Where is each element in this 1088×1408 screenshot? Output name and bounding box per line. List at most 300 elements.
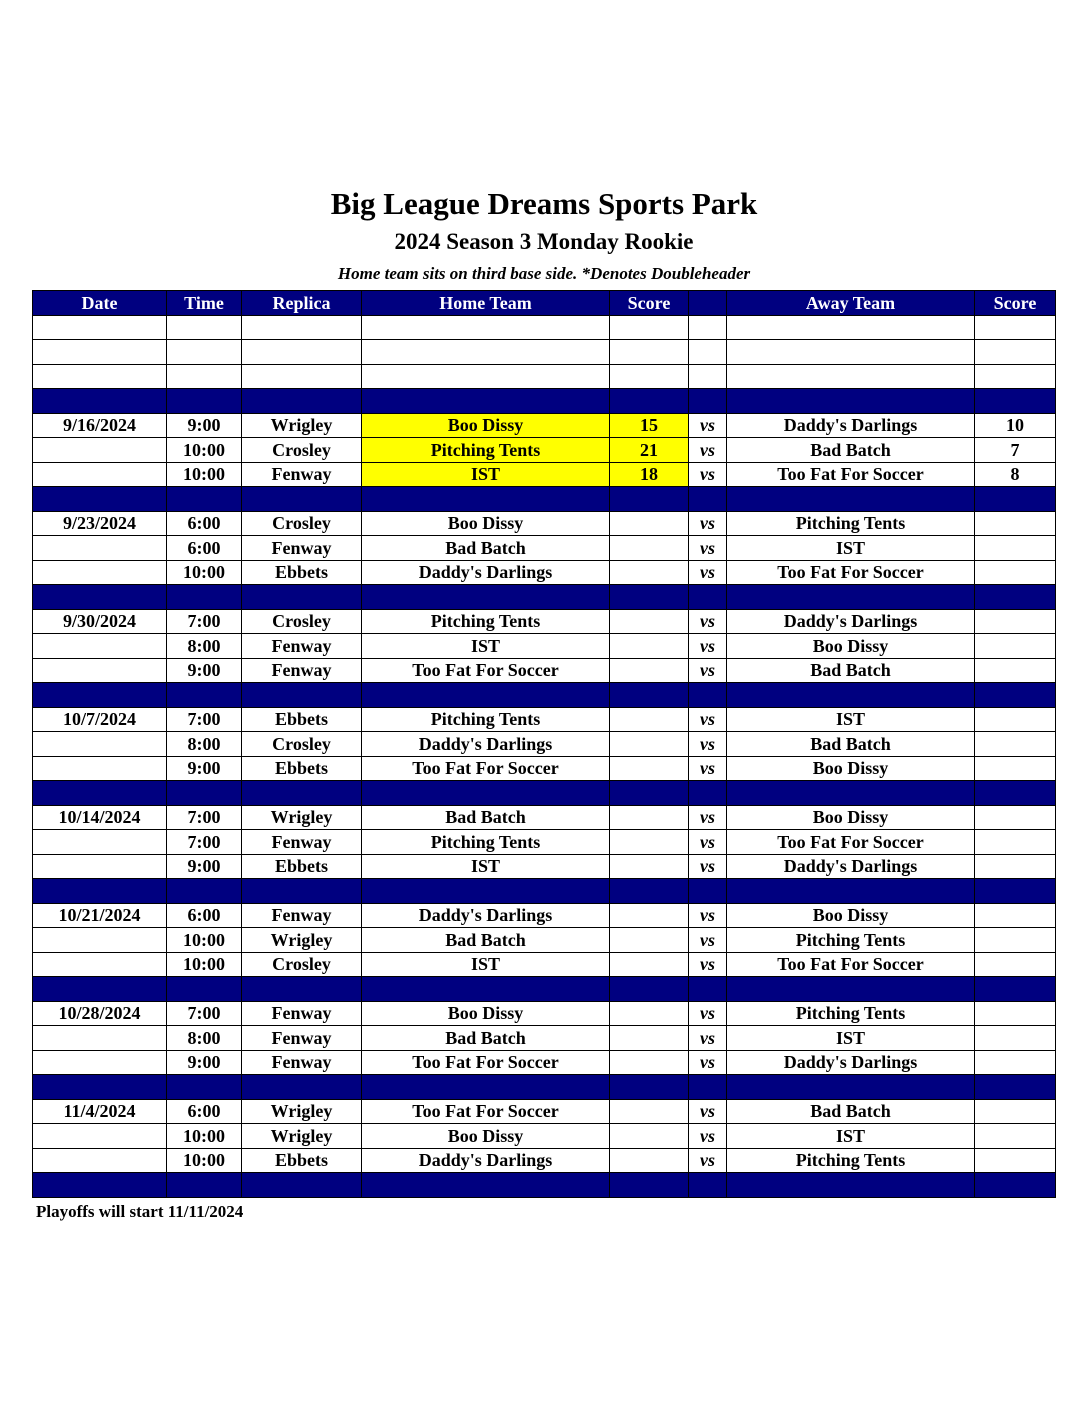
empty-cell xyxy=(689,340,727,365)
separator-cell xyxy=(975,1075,1056,1100)
separator-cell xyxy=(242,683,362,708)
game-date xyxy=(33,634,167,659)
separator-cell xyxy=(167,977,242,1002)
separator-cell xyxy=(33,683,167,708)
home-team: Too Fat For Soccer xyxy=(362,1099,610,1124)
separator-cell xyxy=(362,487,610,512)
game-row xyxy=(33,413,1056,438)
vs-label: vs xyxy=(689,928,727,953)
game-row xyxy=(33,805,1056,830)
game-time: 7:00 xyxy=(167,609,242,634)
game-time: 8:00 xyxy=(167,732,242,757)
empty-cell xyxy=(167,364,242,389)
separator-cell xyxy=(167,1075,242,1100)
vs-label: vs xyxy=(689,732,727,757)
empty-cell xyxy=(610,364,689,389)
game-row xyxy=(33,854,1056,879)
col-header-vs xyxy=(689,291,727,316)
separator-cell xyxy=(689,879,727,904)
empty-cell xyxy=(362,315,610,340)
vs-label: vs xyxy=(689,560,727,585)
vs-label: vs xyxy=(689,634,727,659)
separator-cell xyxy=(33,389,167,414)
separator-cell xyxy=(975,487,1056,512)
home-team: IST xyxy=(362,952,610,977)
empty-cell xyxy=(610,315,689,340)
game-replica: Crosley xyxy=(242,438,362,463)
game-row xyxy=(33,756,1056,781)
away-team: IST xyxy=(727,1026,975,1051)
empty-cell xyxy=(362,340,610,365)
away-score: 10 xyxy=(975,413,1056,438)
game-time: 9:00 xyxy=(167,854,242,879)
game-time: 10:00 xyxy=(167,928,242,953)
separator-cell xyxy=(167,781,242,806)
game-date xyxy=(33,1026,167,1051)
separator-cell xyxy=(362,879,610,904)
empty-row xyxy=(33,364,1056,389)
vs-label: vs xyxy=(689,1099,727,1124)
separator-cell xyxy=(975,781,1056,806)
vs-label: vs xyxy=(689,511,727,536)
schedule-body xyxy=(33,315,1056,1197)
away-team: Too Fat For Soccer xyxy=(727,830,975,855)
game-replica: Wrigley xyxy=(242,1124,362,1149)
vs-label: vs xyxy=(689,1050,727,1075)
game-date xyxy=(33,1050,167,1075)
game-replica: Ebbets xyxy=(242,560,362,585)
away-team: Bad Batch xyxy=(727,438,975,463)
away-score xyxy=(975,805,1056,830)
week-separator-row xyxy=(33,683,1056,708)
col-header-replica: Replica xyxy=(242,291,362,316)
separator-cell xyxy=(610,1075,689,1100)
game-row xyxy=(33,1148,1056,1173)
col-header-away-score: Score xyxy=(975,291,1056,316)
game-date xyxy=(33,928,167,953)
game-date xyxy=(33,658,167,683)
separator-cell xyxy=(689,781,727,806)
empty-cell xyxy=(33,364,167,389)
away-team: Pitching Tents xyxy=(727,1148,975,1173)
separator-cell xyxy=(167,585,242,610)
game-date: 10/28/2024 xyxy=(33,1001,167,1026)
game-date xyxy=(33,756,167,781)
vs-label: vs xyxy=(689,830,727,855)
home-team: IST xyxy=(362,462,610,487)
week-separator-row xyxy=(33,585,1056,610)
away-team: Bad Batch xyxy=(727,1099,975,1124)
page-subtitle: 2024 Season 3 Monday Rookie xyxy=(394,229,694,254)
empty-cell xyxy=(242,315,362,340)
away-team: Bad Batch xyxy=(727,732,975,757)
away-score xyxy=(975,1050,1056,1075)
game-replica: Ebbets xyxy=(242,756,362,781)
game-date xyxy=(33,854,167,879)
empty-cell xyxy=(242,340,362,365)
separator-cell xyxy=(727,683,975,708)
game-replica: Crosley xyxy=(242,609,362,634)
home-team: Too Fat For Soccer xyxy=(362,1050,610,1075)
game-time: 9:00 xyxy=(167,756,242,781)
away-score xyxy=(975,1001,1056,1026)
away-team: Boo Dissy xyxy=(727,634,975,659)
separator-cell xyxy=(362,683,610,708)
empty-cell xyxy=(242,364,362,389)
empty-cell xyxy=(727,364,975,389)
separator-cell xyxy=(33,879,167,904)
game-replica: Ebbets xyxy=(242,1148,362,1173)
home-score xyxy=(610,732,689,757)
game-row xyxy=(33,732,1056,757)
game-replica: Crosley xyxy=(242,511,362,536)
game-row xyxy=(33,928,1056,953)
vs-label: vs xyxy=(689,854,727,879)
game-date xyxy=(33,732,167,757)
separator-cell xyxy=(242,977,362,1002)
game-replica: Wrigley xyxy=(242,413,362,438)
game-date: 9/16/2024 xyxy=(33,413,167,438)
separator-cell xyxy=(727,1173,975,1198)
game-time: 6:00 xyxy=(167,1099,242,1124)
vs-label: vs xyxy=(689,756,727,781)
home-score xyxy=(610,1124,689,1149)
separator-cell xyxy=(975,683,1056,708)
page-title: Big League Dreams Sports Park xyxy=(330,186,758,221)
away-team: IST xyxy=(727,707,975,732)
vs-label: vs xyxy=(689,805,727,830)
week-separator-row xyxy=(33,1173,1056,1198)
game-time: 10:00 xyxy=(167,1148,242,1173)
separator-cell xyxy=(242,585,362,610)
separator-cell xyxy=(242,389,362,414)
home-team: Boo Dissy xyxy=(362,413,610,438)
game-row xyxy=(33,634,1056,659)
home-team: Bad Batch xyxy=(362,928,610,953)
home-score xyxy=(610,1026,689,1051)
home-team: Pitching Tents xyxy=(362,438,610,463)
vs-label: vs xyxy=(689,438,727,463)
header-row xyxy=(33,291,1056,316)
game-row xyxy=(33,1026,1056,1051)
schedule-note: Home team sits on third base side. *Denotes Doubleheader xyxy=(337,264,751,283)
game-date xyxy=(33,1124,167,1149)
home-score xyxy=(610,560,689,585)
home-team: Daddy's Darlings xyxy=(362,1148,610,1173)
game-time: 7:00 xyxy=(167,805,242,830)
separator-cell xyxy=(610,879,689,904)
game-time: 9:00 xyxy=(167,1050,242,1075)
home-score xyxy=(610,536,689,561)
separator-cell xyxy=(610,585,689,610)
separator-cell xyxy=(33,1075,167,1100)
game-replica: Fenway xyxy=(242,1026,362,1051)
game-date xyxy=(33,560,167,585)
game-row xyxy=(33,1099,1056,1124)
separator-cell xyxy=(33,781,167,806)
game-date: 10/14/2024 xyxy=(33,805,167,830)
vs-label: vs xyxy=(689,903,727,928)
home-team: Pitching Tents xyxy=(362,830,610,855)
home-team: Too Fat For Soccer xyxy=(362,658,610,683)
away-score xyxy=(975,1124,1056,1149)
home-team: Daddy's Darlings xyxy=(362,903,610,928)
game-time: 8:00 xyxy=(167,634,242,659)
empty-cell xyxy=(975,364,1056,389)
game-replica: Wrigley xyxy=(242,928,362,953)
home-score xyxy=(610,707,689,732)
separator-cell xyxy=(727,1075,975,1100)
week-separator-row xyxy=(33,389,1056,414)
separator-cell xyxy=(689,683,727,708)
separator-cell xyxy=(975,977,1056,1002)
separator-cell xyxy=(975,879,1056,904)
game-row xyxy=(33,658,1056,683)
away-team: Boo Dissy xyxy=(727,903,975,928)
away-score xyxy=(975,732,1056,757)
vs-label: vs xyxy=(689,952,727,977)
away-score xyxy=(975,928,1056,953)
home-score xyxy=(610,928,689,953)
game-time: 10:00 xyxy=(167,462,242,487)
week-separator-row xyxy=(33,781,1056,806)
separator-cell xyxy=(727,487,975,512)
away-team: Too Fat For Soccer xyxy=(727,462,975,487)
col-header-time: Time xyxy=(167,291,242,316)
game-time: 8:00 xyxy=(167,1026,242,1051)
game-date: 9/23/2024 xyxy=(33,511,167,536)
vs-label: vs xyxy=(689,609,727,634)
separator-cell xyxy=(689,977,727,1002)
away-team: Too Fat For Soccer xyxy=(727,560,975,585)
empty-cell xyxy=(689,315,727,340)
game-replica: Fenway xyxy=(242,903,362,928)
separator-cell xyxy=(689,585,727,610)
separator-cell xyxy=(689,1173,727,1198)
away-team: Boo Dissy xyxy=(727,756,975,781)
separator-cell xyxy=(242,487,362,512)
home-score xyxy=(610,952,689,977)
away-team: Bad Batch xyxy=(727,658,975,683)
separator-cell xyxy=(242,1173,362,1198)
game-date xyxy=(33,952,167,977)
home-score xyxy=(610,609,689,634)
separator-cell xyxy=(362,977,610,1002)
game-replica: Ebbets xyxy=(242,707,362,732)
home-score xyxy=(610,903,689,928)
away-team: Boo Dissy xyxy=(727,805,975,830)
game-date xyxy=(33,438,167,463)
game-row xyxy=(33,560,1056,585)
game-time: 10:00 xyxy=(167,1124,242,1149)
week-separator-row xyxy=(33,1075,1056,1100)
game-time: 7:00 xyxy=(167,1001,242,1026)
game-date: 10/7/2024 xyxy=(33,707,167,732)
game-date: 10/21/2024 xyxy=(33,903,167,928)
separator-cell xyxy=(167,879,242,904)
col-header-away-team: Away Team xyxy=(727,291,975,316)
week-separator-row xyxy=(33,487,1056,512)
home-score: 15 xyxy=(610,413,689,438)
separator-cell xyxy=(689,487,727,512)
game-replica: Fenway xyxy=(242,830,362,855)
col-header-home-team: Home Team xyxy=(362,291,610,316)
separator-cell xyxy=(33,977,167,1002)
separator-cell xyxy=(727,879,975,904)
home-team: Boo Dissy xyxy=(362,1124,610,1149)
empty-cell xyxy=(33,340,167,365)
game-replica: Crosley xyxy=(242,952,362,977)
separator-cell xyxy=(727,977,975,1002)
game-time: 6:00 xyxy=(167,536,242,561)
empty-cell xyxy=(167,340,242,365)
vs-label: vs xyxy=(689,1026,727,1051)
vs-label: vs xyxy=(689,658,727,683)
separator-cell xyxy=(975,1173,1056,1198)
game-time: 10:00 xyxy=(167,560,242,585)
game-replica: Wrigley xyxy=(242,805,362,830)
home-score xyxy=(610,511,689,536)
away-score xyxy=(975,707,1056,732)
home-team: Daddy's Darlings xyxy=(362,560,610,585)
home-score xyxy=(610,854,689,879)
away-score xyxy=(975,952,1056,977)
away-team: Daddy's Darlings xyxy=(727,413,975,438)
home-score xyxy=(610,756,689,781)
separator-cell xyxy=(610,977,689,1002)
away-score xyxy=(975,658,1056,683)
away-score xyxy=(975,756,1056,781)
away-team: Pitching Tents xyxy=(727,511,975,536)
away-team: Too Fat For Soccer xyxy=(727,952,975,977)
away-team: IST xyxy=(727,536,975,561)
schedule-table xyxy=(32,290,1056,1198)
game-date: 11/4/2024 xyxy=(33,1099,167,1124)
separator-cell xyxy=(167,683,242,708)
game-replica: Fenway xyxy=(242,1001,362,1026)
game-replica: Fenway xyxy=(242,658,362,683)
vs-label: vs xyxy=(689,707,727,732)
home-team: Bad Batch xyxy=(362,1026,610,1051)
away-team: Pitching Tents xyxy=(727,1001,975,1026)
empty-row xyxy=(33,315,1056,340)
separator-cell xyxy=(167,487,242,512)
game-date xyxy=(33,1148,167,1173)
week-separator-row xyxy=(33,977,1056,1002)
game-row xyxy=(33,609,1056,634)
game-row xyxy=(33,952,1056,977)
empty-row xyxy=(33,340,1056,365)
empty-cell xyxy=(362,364,610,389)
separator-cell xyxy=(362,781,610,806)
vs-label: vs xyxy=(689,536,727,561)
separator-cell xyxy=(33,1173,167,1198)
game-replica: Crosley xyxy=(242,732,362,757)
empty-cell xyxy=(727,340,975,365)
vs-label: vs xyxy=(689,1124,727,1149)
game-date: 9/30/2024 xyxy=(33,609,167,634)
home-team: Bad Batch xyxy=(362,805,610,830)
game-replica: Fenway xyxy=(242,462,362,487)
game-time: 7:00 xyxy=(167,830,242,855)
separator-cell xyxy=(167,389,242,414)
home-score: 21 xyxy=(610,438,689,463)
game-replica: Fenway xyxy=(242,634,362,659)
empty-cell xyxy=(33,315,167,340)
away-score: 8 xyxy=(975,462,1056,487)
empty-cell xyxy=(167,315,242,340)
away-score xyxy=(975,1148,1056,1173)
col-header-date: Date xyxy=(33,291,167,316)
separator-cell xyxy=(167,1173,242,1198)
vs-label: vs xyxy=(689,1001,727,1026)
away-score xyxy=(975,536,1056,561)
game-row xyxy=(33,830,1056,855)
game-time: 6:00 xyxy=(167,903,242,928)
home-team: IST xyxy=(362,854,610,879)
game-date xyxy=(33,462,167,487)
home-team: Boo Dissy xyxy=(362,511,610,536)
game-row xyxy=(33,1050,1056,1075)
game-row xyxy=(33,1001,1056,1026)
separator-cell xyxy=(727,781,975,806)
home-score xyxy=(610,1099,689,1124)
home-team: IST xyxy=(362,634,610,659)
separator-cell xyxy=(33,487,167,512)
home-score: 18 xyxy=(610,462,689,487)
away-team: IST xyxy=(727,1124,975,1149)
game-row xyxy=(33,903,1056,928)
game-time: 10:00 xyxy=(167,438,242,463)
empty-cell xyxy=(727,315,975,340)
game-row xyxy=(33,536,1056,561)
separator-cell xyxy=(33,585,167,610)
game-time: 10:00 xyxy=(167,952,242,977)
game-time: 7:00 xyxy=(167,707,242,732)
game-row xyxy=(33,511,1056,536)
away-team: Daddy's Darlings xyxy=(727,609,975,634)
home-score xyxy=(610,830,689,855)
home-team: Bad Batch xyxy=(362,536,610,561)
away-score xyxy=(975,1026,1056,1051)
separator-cell xyxy=(242,1075,362,1100)
playoffs-note: Playoffs will start 11/11/2024 xyxy=(36,1202,244,1221)
separator-cell xyxy=(610,781,689,806)
game-time: 9:00 xyxy=(167,413,242,438)
home-score xyxy=(610,1001,689,1026)
vs-label: vs xyxy=(689,1148,727,1173)
separator-cell xyxy=(975,389,1056,414)
separator-cell xyxy=(362,1075,610,1100)
away-score xyxy=(975,854,1056,879)
separator-cell xyxy=(242,879,362,904)
away-score: 7 xyxy=(975,438,1056,463)
home-team: Boo Dissy xyxy=(362,1001,610,1026)
col-header-home-score: Score xyxy=(610,291,689,316)
separator-cell xyxy=(610,487,689,512)
separator-cell xyxy=(242,781,362,806)
empty-cell xyxy=(975,340,1056,365)
home-score xyxy=(610,1148,689,1173)
away-score xyxy=(975,511,1056,536)
home-team: Pitching Tents xyxy=(362,707,610,732)
away-score xyxy=(975,560,1056,585)
separator-cell xyxy=(362,389,610,414)
empty-cell xyxy=(689,364,727,389)
game-replica: Fenway xyxy=(242,536,362,561)
separator-cell xyxy=(362,1173,610,1198)
separator-cell xyxy=(610,389,689,414)
